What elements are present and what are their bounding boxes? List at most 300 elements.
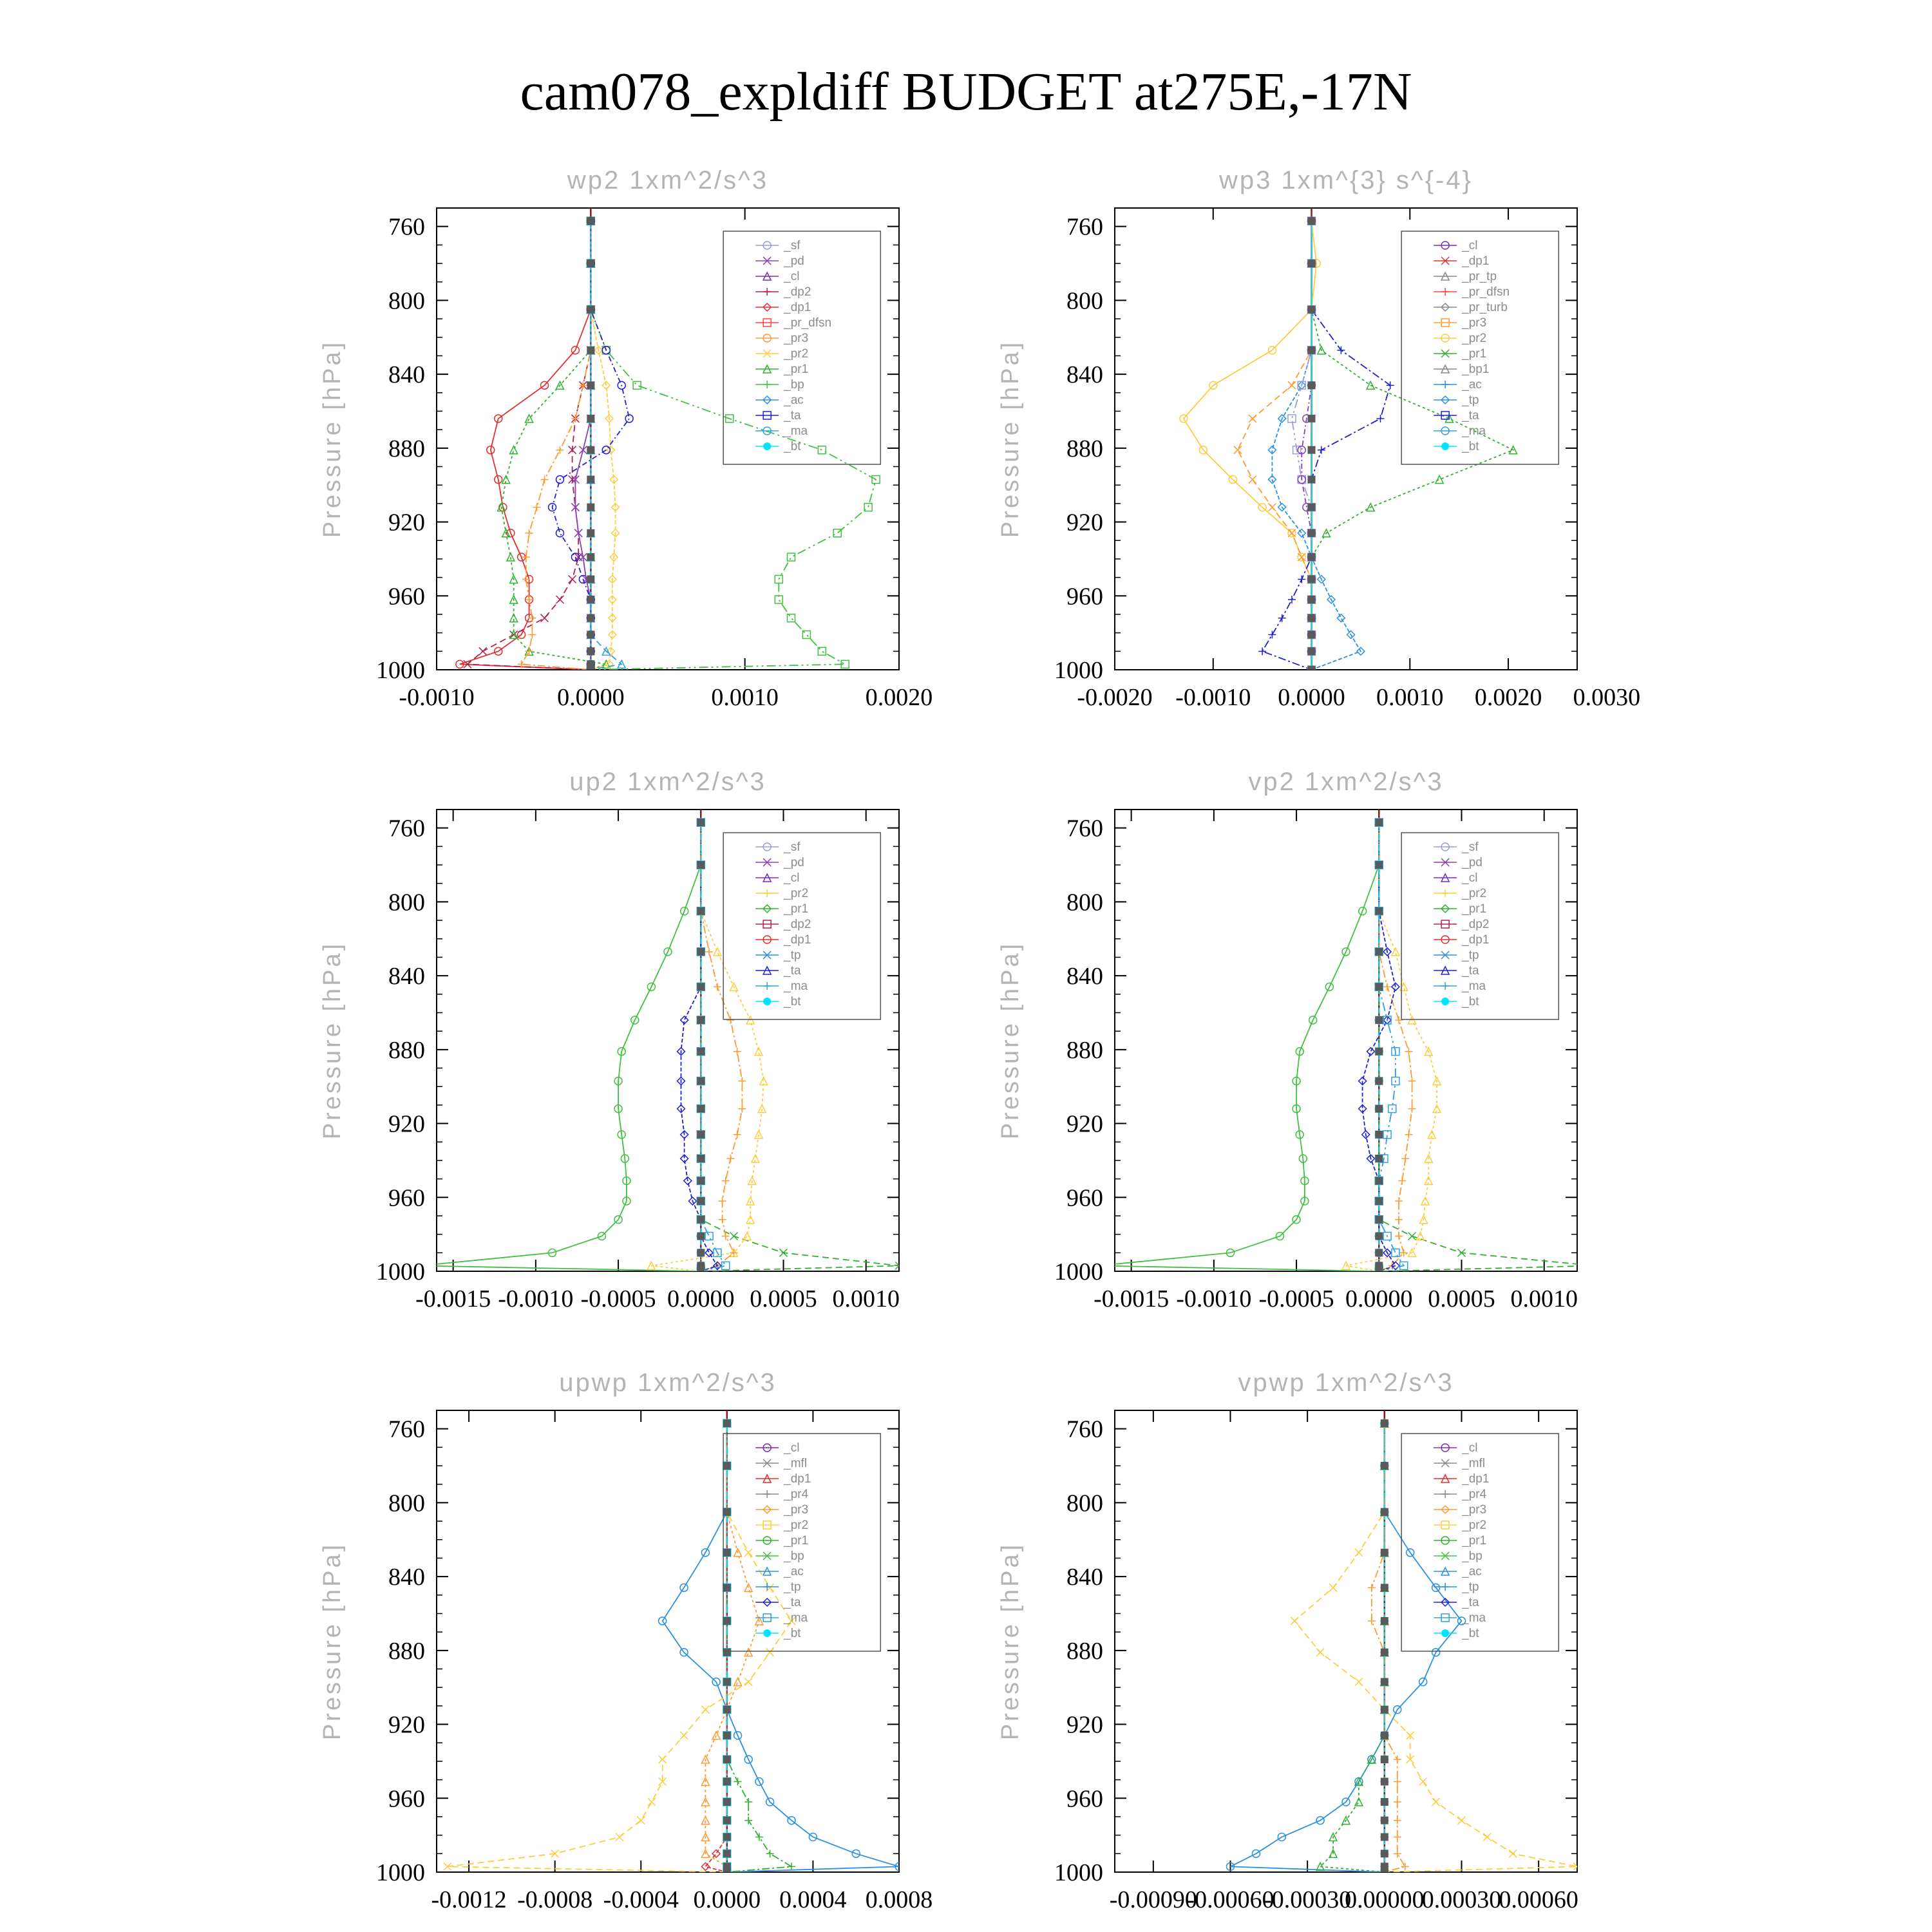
bt-marker xyxy=(1308,346,1316,354)
series-point-marker xyxy=(744,1549,752,1557)
bt-marker xyxy=(587,575,594,583)
y-tick-label: 760 xyxy=(388,815,425,842)
series-point-marker xyxy=(579,446,587,454)
legend-label: _tp xyxy=(1462,949,1479,962)
legend-entry xyxy=(1434,1565,1482,1578)
y-tick-label: 920 xyxy=(388,1110,425,1138)
series-point-marker xyxy=(1395,1216,1403,1224)
series-point-marker xyxy=(726,1016,734,1024)
series-point-marker xyxy=(556,596,564,603)
y-tick-label: 960 xyxy=(1066,1184,1103,1212)
legend-label: _pr1 xyxy=(1462,347,1487,361)
bt-marker xyxy=(1308,446,1316,454)
legend-label: _pr1 xyxy=(784,363,809,376)
legend-entry xyxy=(755,393,804,407)
y-tick-label: 800 xyxy=(1066,1490,1103,1517)
panel-5 xyxy=(319,1368,933,1913)
series-point-marker xyxy=(1234,446,1242,454)
legend-entry xyxy=(755,1580,800,1594)
series-point-marker xyxy=(1291,1617,1298,1625)
legend-label: _bp xyxy=(784,378,804,392)
legend-entry xyxy=(755,409,801,422)
series-point-marker xyxy=(1408,1077,1416,1085)
plot-area xyxy=(444,1410,903,1876)
bt-marker xyxy=(1381,1508,1388,1516)
bt-marker xyxy=(587,446,594,454)
series-point-marker xyxy=(569,575,576,583)
legend-label: _pr2 xyxy=(784,347,809,361)
legend-entry xyxy=(755,995,801,1009)
bt-marker xyxy=(587,415,594,422)
plot-frame xyxy=(1115,810,1577,1271)
legend-entry xyxy=(1434,316,1486,330)
legend-label: _bp xyxy=(1462,1549,1482,1563)
series-pr2 xyxy=(701,1419,762,1876)
series-point-marker xyxy=(648,1798,656,1806)
series-point-marker xyxy=(1367,1048,1374,1056)
series-point-marker xyxy=(533,504,541,511)
bt-marker xyxy=(1381,1833,1388,1841)
legend-marker xyxy=(763,998,771,1005)
series-point-marker xyxy=(722,1262,730,1269)
legend-label: _ta xyxy=(784,1596,801,1609)
legend-entry xyxy=(755,363,808,376)
y-tick-label: 1000 xyxy=(1054,657,1103,684)
bt-marker xyxy=(697,819,705,826)
legend-entry xyxy=(755,440,801,453)
bt-marker xyxy=(1381,1584,1388,1591)
bt-marker xyxy=(723,1732,731,1739)
legend-entry xyxy=(1434,980,1486,993)
legend-label: _ta xyxy=(784,964,801,978)
bt-marker xyxy=(723,1777,731,1785)
series-point-marker xyxy=(714,983,721,990)
series-pr2 xyxy=(587,217,619,674)
legend-label: _ta xyxy=(1462,409,1479,422)
legend-label: _dp2 xyxy=(784,918,811,931)
legend-marker xyxy=(1441,889,1449,897)
y-tick-label: 880 xyxy=(1066,1637,1103,1665)
series-point-marker xyxy=(788,1862,795,1870)
bt-marker xyxy=(587,217,594,225)
legend-entry xyxy=(755,332,808,345)
series-bp xyxy=(587,217,880,674)
y-tick-label: 1000 xyxy=(1054,1859,1103,1886)
series-point-marker xyxy=(719,1216,726,1224)
legend-entry xyxy=(755,1627,801,1640)
x-tick-label: 0.0005 xyxy=(1428,1285,1495,1312)
plot-frame xyxy=(1115,208,1577,670)
series-point-marker xyxy=(1435,476,1443,484)
series-point-marker xyxy=(714,948,721,956)
x-tick-label: 0.0000 xyxy=(1278,684,1345,711)
bt-marker xyxy=(1308,306,1316,314)
series-point-marker xyxy=(1268,504,1276,511)
bt-marker xyxy=(697,907,705,915)
series-point-marker xyxy=(541,614,549,622)
legend-entry xyxy=(755,1457,807,1470)
bt-marker xyxy=(1381,1798,1388,1806)
series-line xyxy=(1098,822,1379,1271)
y-tick-label: 840 xyxy=(1066,361,1103,389)
y-tick-label: 880 xyxy=(1066,1036,1103,1064)
panel-3 xyxy=(319,768,903,1312)
legend-label: _dp1 xyxy=(784,301,811,314)
bt-marker xyxy=(1308,553,1316,561)
series-bp xyxy=(1316,1419,1388,1876)
legend-entry xyxy=(755,980,808,993)
series-point-marker xyxy=(730,1233,738,1240)
panel-title: wp3 1xm^{3} s^{-4} xyxy=(1219,166,1473,194)
legend-entry xyxy=(755,316,831,330)
bt-marker xyxy=(723,1850,731,1857)
legend-label: _ac xyxy=(784,393,804,407)
bt-marker xyxy=(1308,631,1316,639)
bt-marker xyxy=(697,1177,705,1184)
legend-entry xyxy=(1434,1596,1479,1609)
legend-marker xyxy=(1441,982,1449,990)
bt-marker xyxy=(723,1549,731,1557)
series-line xyxy=(420,822,701,1271)
legend-label: _pr3 xyxy=(784,332,809,345)
legend-label: _sf xyxy=(1462,840,1479,854)
series-point-marker xyxy=(1408,1105,1416,1113)
bt-marker xyxy=(587,504,594,511)
series-point-marker xyxy=(479,647,487,655)
bt-marker xyxy=(697,1077,705,1085)
panel-title: upwp 1xm^2/s^3 xyxy=(559,1368,777,1397)
series-point-marker xyxy=(738,1105,746,1113)
series-point-marker xyxy=(1432,1798,1440,1806)
legend-label: _pr_tp xyxy=(1462,270,1497,283)
x-tick-label: -0.00030 xyxy=(1264,1886,1352,1913)
series-point-marker xyxy=(1383,983,1391,990)
legend-entry xyxy=(755,285,811,299)
legend-entry xyxy=(1434,285,1510,299)
bt-marker xyxy=(1375,819,1383,826)
bt-marker xyxy=(1375,1233,1383,1240)
series-point-marker xyxy=(1395,1233,1403,1240)
legend-entry xyxy=(755,270,799,283)
bt-marker xyxy=(1381,1706,1388,1714)
y-tick-label: 920 xyxy=(388,509,425,536)
series-point-marker xyxy=(734,1131,741,1139)
series-point-marker xyxy=(755,1833,763,1841)
y-tick-label: 880 xyxy=(388,1036,425,1064)
y-tick-label: 1000 xyxy=(376,1859,425,1886)
x-tick-label: -0.0010 xyxy=(498,1285,574,1312)
y-tick-label: 960 xyxy=(388,1785,425,1813)
series-point-marker xyxy=(734,1777,742,1785)
series-point-marker xyxy=(680,1732,688,1739)
bt-marker xyxy=(1308,596,1316,603)
series-point-marker xyxy=(744,1678,752,1686)
legend-marker xyxy=(763,889,771,897)
legend-label: _ma xyxy=(784,980,808,993)
y-tick-label: 760 xyxy=(1066,815,1103,842)
bt-marker xyxy=(723,1833,731,1841)
series-point-marker xyxy=(787,553,795,561)
legend-label: _tp xyxy=(1462,1580,1479,1594)
legend-entry xyxy=(1434,871,1477,885)
series-point-marker xyxy=(1249,415,1256,422)
series-line xyxy=(1231,1423,1462,1872)
series-point-marker xyxy=(1258,647,1266,655)
series-ta xyxy=(677,819,721,1275)
series-point-marker xyxy=(1376,415,1384,422)
series-line xyxy=(701,822,742,1271)
legend-label: _bp1 xyxy=(1462,363,1490,376)
legend-entry xyxy=(1434,856,1482,869)
series-pr2 xyxy=(1368,1419,1409,1876)
bt-marker xyxy=(1308,415,1316,422)
series-point-marker xyxy=(705,1233,713,1240)
legend-entry xyxy=(1434,902,1486,916)
legend-entry xyxy=(755,902,808,916)
legend-label: _cl xyxy=(784,270,800,283)
legend-label: _cl xyxy=(1462,871,1478,885)
bt-marker xyxy=(1381,1732,1388,1739)
series-point-marker xyxy=(705,948,713,956)
series-point-marker xyxy=(734,1678,742,1686)
series-point-marker xyxy=(744,1817,752,1824)
bt-marker xyxy=(697,1233,705,1240)
legend-label: _pr3 xyxy=(1462,1503,1487,1517)
x-tick-label: -0.0008 xyxy=(517,1886,593,1913)
legend-marker xyxy=(1441,442,1449,450)
series-point-marker xyxy=(526,529,533,537)
bt-marker xyxy=(1375,1131,1383,1139)
bt-marker xyxy=(587,476,594,484)
bt-marker xyxy=(723,1462,731,1470)
panel-title: wp2 1xm^2/s^3 xyxy=(567,166,769,194)
legend-label: _bp xyxy=(784,1549,804,1563)
plot-area xyxy=(456,208,880,674)
legend-label: _pr_dfsn xyxy=(1462,285,1510,299)
series-point-marker xyxy=(1394,1850,1401,1857)
series-point-marker xyxy=(1337,614,1345,622)
series-point-marker xyxy=(1401,1155,1409,1162)
series-point-marker xyxy=(705,1249,713,1256)
legend-label: _pr_dfsn xyxy=(784,316,832,330)
legend-label: _ta xyxy=(1462,1596,1479,1609)
legend-entry xyxy=(1434,887,1486,900)
bt-marker xyxy=(1375,1155,1383,1162)
legend-label: _ma xyxy=(1462,980,1486,993)
bt-marker xyxy=(1308,504,1316,511)
legend-entry xyxy=(1434,918,1489,931)
legend-label: _pr2 xyxy=(784,1519,809,1532)
series-point-marker xyxy=(522,553,530,561)
y-axis-label: Pressure [hPa] xyxy=(319,1542,346,1741)
bt-marker xyxy=(723,1617,731,1625)
bt-marker xyxy=(697,1105,705,1113)
legend-entry xyxy=(1434,363,1489,376)
bt-marker xyxy=(1308,614,1316,622)
bt-marker xyxy=(1308,260,1316,267)
bt-marker xyxy=(697,983,705,990)
y-tick-label: 800 xyxy=(388,287,425,315)
bt-marker xyxy=(1381,1462,1388,1470)
series-tp xyxy=(1227,1419,1466,1876)
y-tick-label: 1000 xyxy=(1054,1258,1103,1285)
legend-entry xyxy=(1434,1549,1482,1563)
series-point-marker xyxy=(1419,1777,1427,1785)
series-point-marker xyxy=(1316,1649,1324,1656)
bt-marker xyxy=(1381,1617,1388,1625)
legend-label: _bt xyxy=(1462,1627,1479,1640)
series-point-marker xyxy=(556,529,564,537)
series-point-marker xyxy=(1288,529,1296,537)
legend-entry xyxy=(1434,964,1479,978)
legend-marker xyxy=(763,1629,771,1637)
bt-marker xyxy=(587,614,594,622)
series-point-marker xyxy=(1590,1262,1598,1269)
bt-marker xyxy=(1381,1549,1388,1557)
plot-area xyxy=(416,810,903,1275)
series-line xyxy=(1346,822,1437,1271)
series-point-marker xyxy=(528,631,536,639)
bt-marker xyxy=(1375,1216,1383,1224)
bt-marker xyxy=(1375,1077,1383,1085)
series-line xyxy=(1262,221,1390,670)
legend-entry xyxy=(755,1488,808,1501)
legend-marker xyxy=(1441,998,1449,1005)
bt-marker xyxy=(1381,1868,1388,1876)
series-line xyxy=(727,1423,791,1872)
legend-label: _pr3 xyxy=(784,1503,809,1517)
legend-label: _pr1 xyxy=(1462,902,1487,916)
series-line xyxy=(448,1423,791,1872)
bt-marker xyxy=(697,1249,705,1256)
legend-marker xyxy=(763,288,771,296)
plot-frame xyxy=(437,1410,899,1872)
series-pr1 xyxy=(444,1419,795,1876)
series-tp xyxy=(1268,217,1364,674)
legend-entry xyxy=(755,1596,801,1609)
legend-label: _dp2 xyxy=(1462,918,1490,931)
legend-label: _dp1 xyxy=(1462,1472,1490,1486)
legend-label: _bt xyxy=(784,440,801,453)
series-point-marker xyxy=(787,614,795,622)
legend-marker xyxy=(763,381,771,388)
plot-frame xyxy=(437,208,899,670)
y-tick-label: 920 xyxy=(1066,509,1103,536)
series-point-marker xyxy=(526,647,533,655)
series-dp1 xyxy=(416,819,705,1275)
series-point-marker xyxy=(510,446,518,454)
x-tick-label: 0.0010 xyxy=(832,1285,900,1312)
legend-marker xyxy=(763,442,771,450)
y-tick-label: 1000 xyxy=(376,1258,425,1285)
bt-marker xyxy=(723,1678,731,1686)
series-pr2 xyxy=(697,819,746,1275)
y-tick-label: 880 xyxy=(388,1637,425,1665)
legend-label: _cl xyxy=(784,1441,800,1455)
legend-label: _cl xyxy=(1462,239,1478,252)
bt-marker xyxy=(1308,647,1316,655)
series-line xyxy=(591,221,621,670)
x-tick-label: 0.0010 xyxy=(1376,684,1444,711)
y-tick-label: 800 xyxy=(1066,287,1103,315)
series-ma xyxy=(697,819,729,1275)
bt-marker xyxy=(1308,381,1316,389)
x-tick-label: -0.0015 xyxy=(1094,1285,1170,1312)
bt-marker xyxy=(1308,666,1316,674)
legend-marker xyxy=(1441,381,1449,388)
series-pr1 xyxy=(1342,819,1441,1275)
legend-label: _pr1 xyxy=(784,902,809,916)
series-point-marker xyxy=(1394,1817,1401,1824)
bt-marker xyxy=(1308,529,1316,537)
panels xyxy=(319,166,1640,1913)
legend-entry xyxy=(755,871,799,885)
bt-marker xyxy=(697,1216,705,1224)
legend-marker xyxy=(1441,1629,1449,1637)
legend-entry xyxy=(755,1503,808,1517)
series-point-marker xyxy=(1405,1048,1412,1056)
x-tick-label: -0.00060 xyxy=(1186,1886,1274,1913)
legend-label: _mfl xyxy=(784,1457,808,1470)
bt-marker xyxy=(723,1419,731,1427)
series-point-marker xyxy=(1405,1131,1412,1139)
series-point-marker xyxy=(734,1048,741,1056)
legend-marker xyxy=(1441,1583,1449,1591)
series-point-marker xyxy=(633,381,641,389)
x-tick-label: -0.0010 xyxy=(1175,684,1251,711)
series-point-marker xyxy=(1355,1678,1363,1686)
legend-entry xyxy=(1434,239,1477,252)
legend-label: _ac xyxy=(784,1565,804,1578)
legend-entry xyxy=(755,1441,799,1455)
bt-marker xyxy=(697,861,705,869)
bt-marker xyxy=(1375,1105,1383,1113)
legend-label: _ta xyxy=(784,409,801,422)
legend-entry xyxy=(755,1519,808,1532)
bt-marker xyxy=(1381,1678,1388,1686)
series-point-marker xyxy=(1298,575,1305,583)
series-point-marker xyxy=(1278,614,1286,622)
legend-entry xyxy=(755,424,808,438)
legend-entry xyxy=(1434,1580,1479,1594)
y-tick-label: 920 xyxy=(388,1711,425,1739)
legend-label: _pr1 xyxy=(1462,1534,1487,1548)
panel-1 xyxy=(319,166,933,711)
legend-entry xyxy=(1434,1457,1485,1470)
bt-marker xyxy=(1375,1197,1383,1205)
series-point-marker xyxy=(1401,1862,1409,1870)
plot-frame xyxy=(437,810,899,1271)
legend-label: _cl xyxy=(784,871,800,885)
x-tick-label: 0.0030 xyxy=(1573,684,1641,711)
legend-entry xyxy=(1434,409,1479,422)
legend-entry xyxy=(755,1472,811,1486)
bt-marker xyxy=(1308,217,1316,225)
series-point-marker xyxy=(738,1077,746,1085)
legend-entry xyxy=(755,1549,804,1563)
legend-entry xyxy=(755,347,808,361)
legend-entry xyxy=(1434,393,1479,407)
bt-marker xyxy=(697,1131,705,1139)
legend-entry xyxy=(1434,1488,1486,1501)
legend-label: _pr1 xyxy=(784,1534,809,1548)
series-point-marker xyxy=(1398,1177,1406,1184)
series-pr1 xyxy=(647,819,767,1275)
series-pr1 xyxy=(498,217,611,674)
legend-marker xyxy=(763,982,771,990)
legend-label: _ma xyxy=(1462,424,1486,438)
y-tick-label: 840 xyxy=(388,963,425,990)
